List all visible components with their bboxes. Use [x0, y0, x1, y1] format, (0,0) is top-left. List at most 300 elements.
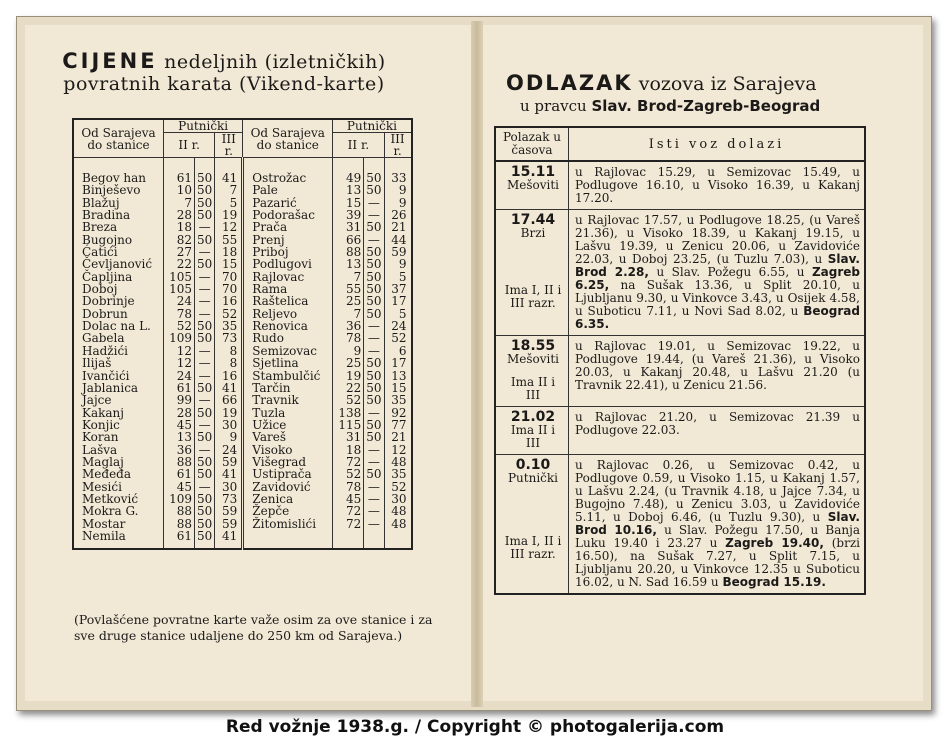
spacer-cell	[215, 158, 243, 173]
price-ii: 61	[164, 468, 195, 480]
station-name: Mostar	[73, 518, 164, 530]
price-iii: 19	[215, 407, 243, 419]
col-header-iii-2: III r.	[384, 133, 412, 158]
copyright-caption: Red vožnje 1938.g. / Copyright © photogalerija.com	[225, 717, 725, 737]
prices-title-rest: nedeljnih (izletničkih)	[164, 51, 386, 73]
price-iii: 35	[384, 468, 412, 480]
departure-time-cell	[495, 161, 569, 210]
price-ii-extra: —	[364, 234, 384, 246]
price-iii: 73	[215, 493, 243, 505]
col-header-isti-voz: Isti voz dolazi	[569, 127, 866, 161]
departures-table	[494, 126, 866, 595]
station-name: Dobrun	[73, 308, 164, 320]
price-ii-extra: 50	[364, 283, 384, 295]
price-ii: 78	[333, 332, 364, 344]
price-ii: 18	[333, 444, 364, 456]
train-classes: Ima II i III	[510, 423, 556, 450]
station-name: Rudo	[243, 332, 333, 344]
price-ii: 45	[164, 481, 195, 493]
station-name: Reljevo	[243, 308, 333, 320]
price-ii: 13	[333, 184, 364, 196]
price-iii: 26	[384, 209, 412, 221]
station-name: Metković	[73, 493, 164, 505]
price-ii: 72	[333, 456, 364, 468]
arrival-times	[569, 210, 866, 336]
prices-title-line2: povratnih karata (Vikend-karte)	[63, 73, 385, 95]
departure-row	[495, 161, 865, 210]
departures-title-word: ODLAZAK	[506, 71, 633, 95]
price-ii-extra: 50	[364, 308, 384, 320]
price-iii: 24	[384, 320, 412, 332]
station-name: Visoko	[243, 444, 333, 456]
price-ii-extra: 50	[364, 221, 384, 233]
price-iii: 41	[215, 530, 243, 549]
price-iii: 9	[384, 184, 412, 196]
arrival-times: u Rajlovac 15.29, u Semizovac 15.49, u Podlugove 16.10, u Visoko 16.39, u Kakanj 17.20.	[569, 161, 866, 210]
departure-time-cell	[495, 455, 569, 595]
price-ii: 24	[164, 295, 195, 307]
departure-time: 17.44	[510, 212, 556, 228]
col-header-iii: III r.	[215, 133, 243, 158]
col-header-od-2: Od Sarajeva do stanice	[243, 119, 333, 158]
station-name: Blažuj	[73, 197, 164, 209]
price-ii: 28	[164, 209, 195, 221]
price-iii: 21	[384, 431, 412, 443]
price-ii: 31	[333, 431, 364, 443]
price-ii: 18	[164, 221, 195, 233]
price-ii: 61	[164, 382, 195, 394]
station-name: Bugojno	[73, 234, 164, 246]
price-ii: 13	[333, 258, 364, 270]
station-name: Jablanica	[73, 382, 164, 394]
departure-row	[495, 210, 865, 336]
station-name: Podlugovi	[243, 258, 333, 270]
price-iii: 24	[215, 444, 243, 456]
station-name: Vareš	[243, 431, 333, 443]
price-ii-extra: 50	[195, 493, 215, 505]
station-name: Dobrinje	[73, 295, 164, 307]
price-row	[73, 468, 412, 480]
price-ii: 36	[164, 444, 195, 456]
price-ii: 109	[164, 493, 195, 505]
station-name: Rama	[243, 283, 333, 295]
price-ii	[333, 530, 364, 549]
price-ii: 105	[164, 271, 195, 283]
station-name: Prenj	[243, 234, 333, 246]
departure-row	[495, 407, 865, 455]
price-row	[73, 505, 412, 517]
arrival-text: u Rajlovac 17.57, u Podlugove 18.25, (u Vareš 21.36), u Visoko 18.39, u Kakanj 19.15, u Lašvu 19.39, u Zenicu 20.06, u Zavidoviće 22.03, u Doboj 23.25, (u Tuzlu 7.03), u	[575, 213, 860, 266]
station-name: Renovica	[243, 320, 333, 332]
departure-row	[495, 336, 865, 407]
price-iii: 6	[384, 345, 412, 357]
spacer-cell	[195, 158, 215, 173]
station-name: Stambulčić	[243, 370, 333, 382]
price-ii-extra: —	[364, 505, 384, 517]
price-ii: 72	[333, 505, 364, 517]
price-ii-extra: 50	[364, 172, 384, 184]
price-ii-extra: 50	[364, 370, 384, 382]
price-ii: 109	[164, 332, 195, 344]
departure-time-cell	[495, 407, 569, 455]
price-iii: 15	[384, 382, 412, 394]
price-ii: 115	[333, 419, 364, 431]
price-ii: 78	[164, 308, 195, 320]
departure-time: 18.55	[510, 338, 556, 354]
station-name: Zavidović	[243, 481, 333, 493]
price-ii: 82	[164, 234, 195, 246]
price-row	[73, 221, 412, 233]
price-ii-extra: —	[195, 271, 215, 283]
price-ii-extra: 50	[195, 172, 215, 184]
price-ii-extra: 50	[195, 332, 215, 344]
price-iii: 9	[215, 431, 243, 443]
price-ii-extra: 50	[364, 271, 384, 283]
price-ii-extra: 50	[364, 246, 384, 258]
price-ii-extra: 50	[364, 394, 384, 406]
col-header-putnicki: Putnički	[164, 119, 243, 133]
spacer-cell	[164, 158, 195, 173]
departures-title-rest: vozova iz Sarajeva	[638, 73, 817, 95]
price-iii: 70	[215, 271, 243, 283]
price-ii-extra: 50	[195, 197, 215, 209]
price-iii: 30	[215, 481, 243, 493]
price-iii: 9	[384, 197, 412, 209]
price-iii: 7	[215, 184, 243, 196]
price-ii-extra: —	[364, 332, 384, 344]
train-type: Brzi	[520, 226, 546, 240]
price-ii: 88	[164, 518, 195, 530]
price-iii: 92	[384, 407, 412, 419]
station-name: Pazarić	[243, 197, 333, 209]
price-iii: 8	[215, 345, 243, 357]
spacer-cell	[73, 158, 164, 173]
departures-direction: Slav. Brod-Zagreb-Beograd	[591, 97, 821, 115]
price-iii: 59	[215, 518, 243, 530]
arrival-highlight: Beograd 6.35.	[575, 304, 860, 331]
price-ii: 72	[333, 518, 364, 530]
departure-time: 15.11	[510, 164, 556, 180]
price-ii-extra: 50	[195, 431, 215, 443]
station-name: Čapljina	[73, 271, 164, 283]
price-iii: 48	[384, 505, 412, 517]
price-ii: 9	[333, 345, 364, 357]
arrival-times: u Rajlovac 21.20, u Semizovac 21.39 u Podlugove 22.03.	[569, 407, 866, 455]
train-type: Mešoviti	[506, 178, 560, 192]
station-name: Rajlovac	[243, 271, 333, 283]
price-ii-extra: 50	[195, 505, 215, 517]
price-ii: 66	[333, 234, 364, 246]
price-iii: 30	[215, 419, 243, 431]
prices-title	[14, 50, 434, 95]
price-iii: 59	[384, 246, 412, 258]
price-ii: 99	[164, 394, 195, 406]
price-iii: 18	[215, 246, 243, 258]
price-ii: 15	[333, 197, 364, 209]
station-name: Ostrožac	[243, 172, 333, 184]
station-name: Tarčin	[243, 382, 333, 394]
price-ii-extra: 50	[195, 468, 215, 480]
station-name: Maglaj	[73, 456, 164, 468]
price-ii-extra: —	[195, 444, 215, 456]
price-ii: 24	[164, 370, 195, 382]
price-row	[73, 431, 412, 443]
station-name: Jajce	[73, 394, 164, 406]
booklet-fold	[471, 21, 483, 707]
price-iii: 9	[384, 258, 412, 270]
price-ii: 78	[333, 481, 364, 493]
price-iii: 12	[384, 444, 412, 456]
price-ii-extra: 50	[364, 184, 384, 196]
departures-title-line2	[506, 95, 906, 117]
price-ii: 22	[164, 258, 195, 270]
arrival-text: u Slav. Požegu 17.50, u Banja Luku 19.40 i 23.27 u	[575, 523, 860, 550]
price-iii: 55	[215, 234, 243, 246]
price-iii: 13	[384, 370, 412, 382]
departure-row	[495, 455, 865, 595]
price-ii-extra: 50	[195, 407, 215, 419]
price-ii: 19	[333, 370, 364, 382]
price-ii-extra: —	[195, 357, 215, 369]
price-ii-extra: —	[364, 481, 384, 493]
spacer-cell	[384, 158, 412, 173]
col-header-od: Od Sarajeva do stanice	[73, 119, 164, 158]
arrival-times	[569, 455, 866, 595]
station-name: Čevljanović	[73, 258, 164, 270]
price-ii-extra: —	[364, 456, 384, 468]
price-row	[73, 530, 412, 549]
price-iii: 52	[384, 332, 412, 344]
price-ii: 61	[164, 172, 195, 184]
station-name: Kakanj	[73, 407, 164, 419]
arrival-highlight: Slav. Brod 2.28,	[575, 252, 860, 279]
price-ii-extra: 50	[364, 431, 384, 443]
price-ii-extra: 50	[195, 518, 215, 530]
price-row	[73, 394, 412, 406]
price-ii-extra: 50	[364, 419, 384, 431]
price-ii: 88	[164, 505, 195, 517]
price-ii-extra: 50	[364, 258, 384, 270]
price-row	[73, 295, 412, 307]
price-ii-extra: —	[195, 370, 215, 382]
price-ii-extra: —	[364, 493, 384, 505]
station-name: Dolac na L.	[73, 320, 164, 332]
price-ii: 31	[333, 221, 364, 233]
price-iii: 59	[215, 505, 243, 517]
spacer-cell	[243, 158, 333, 173]
price-ii: 138	[333, 407, 364, 419]
price-ii-extra: 50	[195, 382, 215, 394]
departures-title	[506, 72, 906, 117]
arrival-text: u Slav. Požegu 6.55, u	[656, 265, 805, 279]
departure-time-cell	[495, 336, 569, 407]
price-ii-extra: —	[364, 320, 384, 332]
train-type: Putnički	[507, 471, 559, 485]
price-ii: 27	[164, 246, 195, 258]
price-iii: 16	[215, 295, 243, 307]
price-iii: 37	[384, 283, 412, 295]
price-iii: 5	[384, 271, 412, 283]
price-ii: 61	[164, 530, 195, 549]
price-ii: 88	[333, 246, 364, 258]
station-name: Ćatići	[73, 246, 164, 258]
price-ii-extra: 50	[364, 295, 384, 307]
price-ii-extra: —	[195, 394, 215, 406]
price-ii: 10	[164, 184, 195, 196]
price-iii: 35	[384, 394, 412, 406]
station-name: Tuzla	[243, 407, 333, 419]
price-iii: 66	[215, 394, 243, 406]
train-classes: Ima I, II i III razr.	[504, 534, 562, 561]
prices-footnote: (Povlašćene povratne karte važe osim za ove stanice i za sve druge stanice udaljene do 250 km od Sarajeva.)	[74, 612, 433, 643]
price-ii: 7	[333, 308, 364, 320]
station-name: Semizovac	[243, 345, 333, 357]
price-iii: 44	[384, 234, 412, 246]
price-ii-extra: —	[195, 221, 215, 233]
price-ii-extra: —	[195, 481, 215, 493]
price-ii-extra: —	[364, 345, 384, 357]
price-ii-extra: —	[195, 419, 215, 431]
price-ii-extra: 50	[195, 234, 215, 246]
station-name: Pale	[243, 184, 333, 196]
station-name: Višegrad	[243, 456, 333, 468]
price-ii: 55	[333, 283, 364, 295]
price-iii: 21	[384, 221, 412, 233]
price-ii: 25	[333, 295, 364, 307]
station-name: Sjetlina	[243, 357, 333, 369]
departures-direction-prefix: u pravcu	[520, 97, 587, 115]
price-ii-extra: 50	[195, 184, 215, 196]
station-name: Priboj	[243, 246, 333, 258]
price-ii: 88	[164, 456, 195, 468]
price-iii: 17	[384, 295, 412, 307]
price-iii: 12	[215, 221, 243, 233]
departure-time-cell	[495, 210, 569, 336]
price-ii: 25	[333, 357, 364, 369]
spacer-cell	[333, 158, 364, 173]
price-row	[73, 258, 412, 270]
price-ii: 13	[164, 431, 195, 443]
price-ii: 36	[333, 320, 364, 332]
station-name: Hadžići	[73, 345, 164, 357]
price-iii: 73	[215, 332, 243, 344]
price-iii: 48	[384, 518, 412, 530]
station-name: Ivančići	[73, 370, 164, 382]
train-classes: Ima I, II i III razr.	[504, 283, 562, 310]
price-ii-extra	[364, 530, 384, 549]
station-name: Doboj	[73, 283, 164, 295]
train-type: Mešoviti	[506, 352, 560, 366]
station-name: Breza	[73, 221, 164, 233]
price-ii: 7	[333, 271, 364, 283]
price-ii: 45	[164, 419, 195, 431]
station-name: Raštelica	[243, 295, 333, 307]
station-name: Žepče	[243, 505, 333, 517]
price-row	[73, 357, 412, 369]
station-name: Gabela	[73, 332, 164, 344]
price-ii: 12	[164, 345, 195, 357]
departure-time: 21.02	[510, 409, 556, 425]
price-iii: 41	[215, 172, 243, 184]
station-name: Mesići	[73, 481, 164, 493]
arrival-text: (brzi 16.50), na Sušak 7.27, u Split 7.15, u Ljubljanu 20.20, u Vinkovce 12.35 u Suboticu 16.02, u N. Sad 16.59 u	[575, 536, 860, 589]
price-iii: 77	[384, 419, 412, 431]
price-iii: 8	[215, 357, 243, 369]
price-ii: 12	[164, 357, 195, 369]
price-iii: 15	[215, 258, 243, 270]
arrival-highlight: Zagreb 19.40,	[725, 536, 824, 550]
prices-table-body	[73, 158, 412, 550]
station-name: Nemila	[73, 530, 164, 549]
price-ii-extra: 50	[195, 530, 215, 549]
price-iii: 33	[384, 172, 412, 184]
col-header-putnicki-2: Putnički	[333, 119, 412, 133]
price-iii: 41	[215, 382, 243, 394]
price-ii-extra: —	[364, 197, 384, 209]
price-iii: 16	[215, 370, 243, 382]
price-row	[73, 184, 412, 196]
price-ii: 28	[164, 407, 195, 419]
arrival-highlight: Beograd 15.19.	[722, 575, 826, 589]
price-iii: 35	[215, 320, 243, 332]
price-ii: 45	[333, 493, 364, 505]
arrival-text: na Sušak 13.36, u Split 20.10, u Ljubljanu 9.30, u Vinkovce 3.43, u Osijek 4.58, u Suboticu 7.11, u Novi Sad 8.02, u	[575, 278, 860, 318]
price-ii: 49	[333, 172, 364, 184]
price-ii-extra: 50	[364, 382, 384, 394]
arrival-highlight: Slav. Brod 10.16,	[575, 510, 860, 537]
col-header-ii-2: II r.	[333, 133, 384, 158]
station-name: Bradina	[73, 209, 164, 221]
price-ii: 52	[333, 468, 364, 480]
price-ii-extra: —	[195, 283, 215, 295]
price-row	[73, 370, 412, 382]
price-iii: 52	[215, 308, 243, 320]
price-ii-extra: 50	[195, 456, 215, 468]
price-ii-extra: —	[364, 209, 384, 221]
price-ii: 7	[164, 197, 195, 209]
prices-title-word: CIJENE	[62, 49, 158, 73]
price-iii: 59	[215, 456, 243, 468]
price-ii-extra: —	[364, 444, 384, 456]
price-ii-extra: —	[364, 407, 384, 419]
station-name	[243, 530, 333, 549]
station-name: Podorašac	[243, 209, 333, 221]
price-iii: 19	[215, 209, 243, 221]
train-classes: Ima II i III	[510, 375, 556, 402]
station-name: Binješevo	[73, 184, 164, 196]
station-name: Ilijaš	[73, 357, 164, 369]
station-name: Koran	[73, 431, 164, 443]
price-ii-extra: —	[195, 295, 215, 307]
spacer-cell	[364, 158, 384, 173]
station-name: Zenica	[243, 493, 333, 505]
price-ii-extra: 50	[195, 258, 215, 270]
arrival-text: u Rajlovac 0.26, u Semizovac 0.42, u Podlugove 0.59, u Visoko 1.15, u Kakanj 1.57, u Lašvu 2.24, (u Travnik 4.18, u Jajce 7.34, u Bugojno 7.48), u Zenicu 3.03, u Zavidoviće 5.11, u Doboj 6.46, (u Tuzlu 9.30), u	[575, 458, 860, 524]
prices-table	[72, 118, 413, 550]
price-ii: 105	[164, 283, 195, 295]
price-iii: 5	[384, 308, 412, 320]
col-header-polazak: Polazak u časova	[495, 127, 569, 161]
price-iii: 30	[384, 493, 412, 505]
price-iii: 17	[384, 357, 412, 369]
station-name: Međeđa	[73, 468, 164, 480]
departure-time: 0.10	[515, 457, 551, 473]
price-iii	[384, 530, 412, 549]
price-iii: 41	[215, 468, 243, 480]
col-header-ii: II r.	[164, 133, 215, 158]
price-row	[73, 332, 412, 344]
station-name: Užice	[243, 419, 333, 431]
